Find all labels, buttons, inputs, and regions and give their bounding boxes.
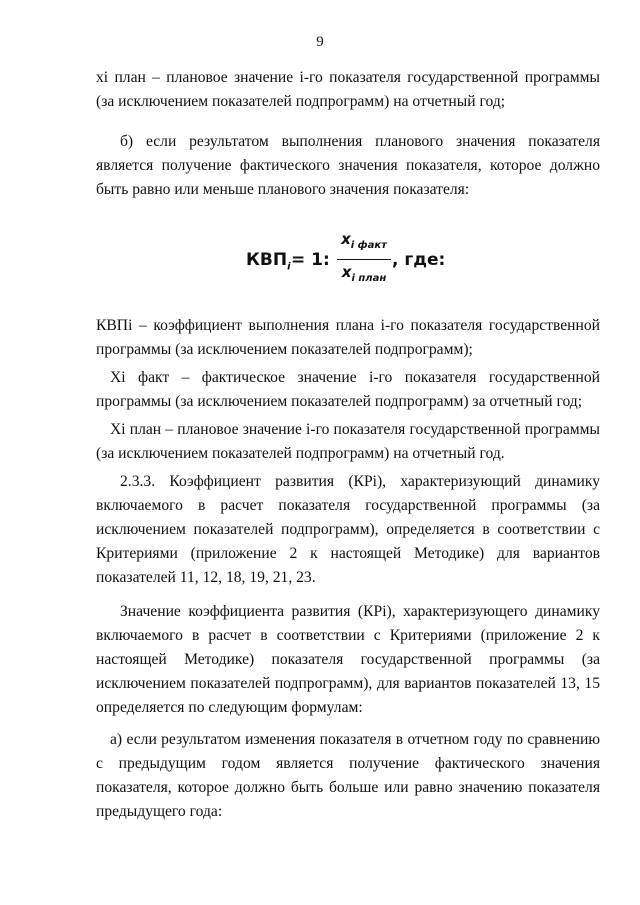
paragraph-xi-fact-definition: Xi факт – фактическое значение i-го показателя государственной программы (за исключением показателей подпрограмм) за отчетный год;: [96, 369, 600, 410]
paragraph-2-3-3: 2.3.3. Коэффициент развития (КРi), характеризующий динамику включаемого в расчет показателя государственной программы (за исключением показателей подпрограмм), определяется в соответствии с Критериями (приложение 2 к настоящей Методике) для вариантов показателей 11, 12, 18, 19, 21, 23.: [96, 473, 600, 586]
paragraph-xi-plan-definition-2: Xi план – плановое значение i-го показателя государственной программы (за исключением показателей подпрограмм) на отчетный год.: [96, 421, 600, 462]
paragraph-kr-value: Значение коэффициента развития (КРi), характеризующего динамику включаемого в расчет в соответствии с Критериями (приложение 2 к настоящей Методике) показателя государственной программы (за исключением показателей подпрограмм), для вариантов показателей 13, 15 определяется по следующим формулам:: [96, 603, 600, 716]
paragraph-xi-plan-definition: xi план – плановое значение i-го показателя государственной программы (за исключением показателей подпрограмм) на отчетный год;: [96, 69, 600, 110]
page-number: 9: [316, 34, 324, 50]
formula-lhs: $КВП_i$: [246, 250, 291, 273]
paragraph-case-a: а) если результатом изменения показателя в отчетном году по сравнению с предыдущим годом является получение фактического значения показателя, которое должно быть больше или равно значению показателя предыдущего года:: [96, 731, 600, 820]
fraction-denominator: $x_{i план}$: [341, 263, 387, 284]
formula-fraction: [337, 228, 391, 291]
fraction-numerator: $x_{i факт}$: [341, 230, 387, 251]
paragraph-case-b: б) если результатом выполнения планового значения показателя является получение фактического значения показателя, которое должно быть равно или меньше планового значения показателя:: [96, 133, 600, 198]
formula-kvp: [0, 228, 640, 298]
formula-tail: , где:: [392, 250, 446, 270]
paragraph-kvp-definition: КВПi – коэффициент выполнения плана i-го показателя государственной программы (за исключением показателей подпрограмм);: [96, 317, 600, 358]
formula-equals-one: = 1:: [291, 250, 330, 270]
